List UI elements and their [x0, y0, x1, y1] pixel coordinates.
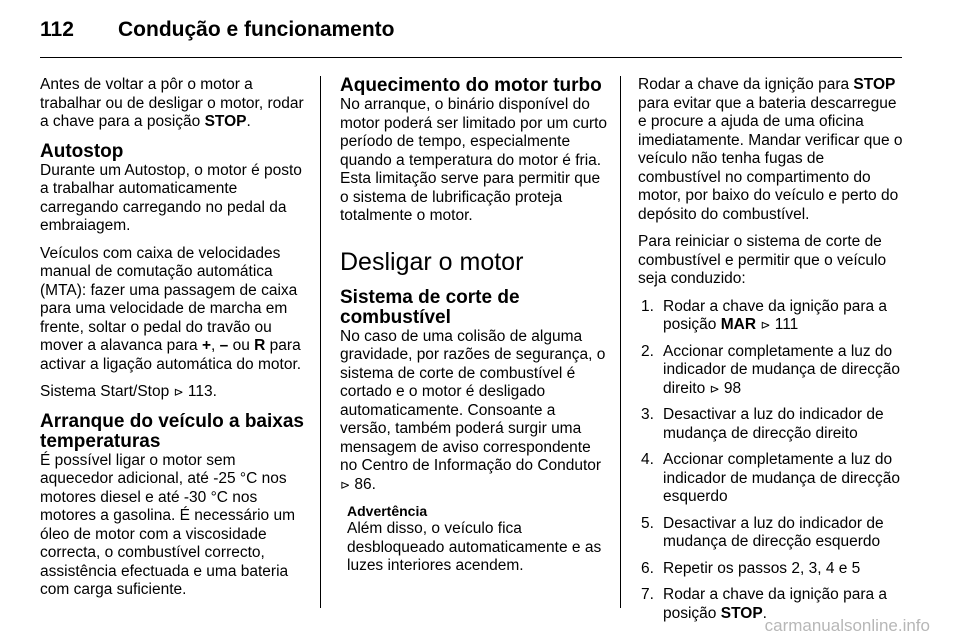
note-text: Além disso, o veículo fica desbloqueado automaticamente e as luzes interiores acendem. — [347, 520, 602, 574]
list-item: 5. Desactivar a luz do indicador de mudança de direcção esquerdo — [641, 514, 884, 550]
page-reference-arrow-icon: ⊳ — [173, 385, 184, 399]
chapter-title: Condução e funcionamento — [118, 18, 395, 41]
intro-paragraph: Antes de voltar a pôr o motor a trabalhar ou de desligar o motor, rodar a chave para a posição STOP. — [40, 76, 304, 130]
list-item: 3. Desactivar a luz do indicador de mudança de direcção direito — [641, 406, 884, 442]
arranque-paragraph: É possível ligar o motor sem aquecedor adicional, até -25 °C nos motores diesel e até -30 °C nos motores a gasolina. É necessário um óleo de motor com a viscosidade correcta, o combustível correcto, assistência efectuada e uma bateria com carga suficiente. — [40, 451, 296, 598]
column-3 — [638, 76, 908, 631]
heading-aquecimento-motor-turbo: Aquecimento do motor turbo — [340, 75, 602, 96]
list-item: 1. Rodar a chave da ignição para a posição MAR ⊳ 111 — [641, 297, 888, 333]
note-title: Advertência — [347, 503, 428, 519]
page-reference-link[interactable]: 98 — [723, 379, 742, 397]
page-reference-link[interactable]: 111 — [774, 316, 799, 333]
reset-steps-list — [638, 298, 908, 624]
autostop-paragraph-2: Veículos com caixa de velocidades manual de comutação automática (MTA): fazer uma passagem de caixa para uma velocidade de marcha em frente, soltar o pedal do travão ou mover a alavanca para +, – ou R para activar a ligação automática do motor. — [40, 244, 302, 373]
page-reference-link[interactable]: 86. — [354, 475, 376, 493]
page-reference-arrow-icon: ⊳ — [760, 318, 771, 332]
column-1 — [40, 76, 310, 609]
page-number: 112 — [40, 18, 74, 41]
advertencia-note — [340, 503, 610, 576]
list-item: 6. Repetir os passos 2, 3, 4 e 5 — [641, 559, 861, 577]
heading-arranque-baixas-temperaturas: Arranque do veículo a baixas temperaturas — [40, 410, 304, 452]
col3-paragraph-2: Para reiniciar o sistema de corte de combustível e permitir que o veículo seja conduzido: — [638, 233, 887, 287]
column-divider — [620, 76, 621, 608]
page-reference-arrow-icon: ⊳ — [709, 381, 720, 396]
column-divider — [320, 76, 321, 608]
col3-paragraph-1: Rodar a chave da ignição para STOP para evitar que a bateria descarregue e procure a ajuda de uma oficina imediatamente. Mandar verificar que o veículo não tenha fugas de combustível no compartimento do motor, por baixo do veículo e perto do depósito do combustível. — [638, 76, 903, 223]
heading-sistema-corte-combustivel: Sistema de corte de combustível — [340, 286, 520, 328]
autostop-paragraph-1: Durante um Autostop, o motor é posto a trabalhar automaticamente carregando carregando no pedal da embraiagem. — [40, 161, 302, 234]
heading-autostop: Autostop — [40, 140, 124, 162]
page-reference-link[interactable]: 113. — [187, 383, 217, 400]
start-stop-reference: Sistema Start/Stop ⊳ 113. — [40, 383, 217, 400]
list-item: 2. Accionar completamente a luz do indicador de mudança de direcção direito ⊳ 98 — [641, 342, 900, 397]
heading-desligar-motor: Desligar o motor — [340, 247, 524, 276]
list-item: 4. Accionar completamente a luz do indicador de mudança de direcção esquerdo — [641, 451, 900, 505]
watermark: carmanualsonline.info — [764, 616, 930, 635]
column-2 — [340, 76, 610, 576]
aquecimento-paragraph: No arranque, o binário disponível do motor poderá ser limitado por um curto período de tempo, especialmente quando a temperatura do motor é fria. Esta limitação serve para permitir que o sistema de lubrificação proteja totalmente o motor. — [340, 96, 608, 224]
list-item: 7. Rodar a chave da ignição para a posição STOP. — [641, 586, 888, 622]
header-rule — [40, 57, 902, 58]
page-reference-arrow-icon: ⊳ — [340, 477, 351, 492]
page-header — [40, 18, 910, 50]
sistema-paragraph: No caso de uma colisão de alguma gravidade, por razões de segurança, o sistema de corte de combustível é cortado e o motor é desligado automaticamente. Consoante a versão, também poderá surgir uma mensagem de aviso correspondente no Centro de Informação do Condutor ⊳ 86. — [340, 327, 606, 493]
